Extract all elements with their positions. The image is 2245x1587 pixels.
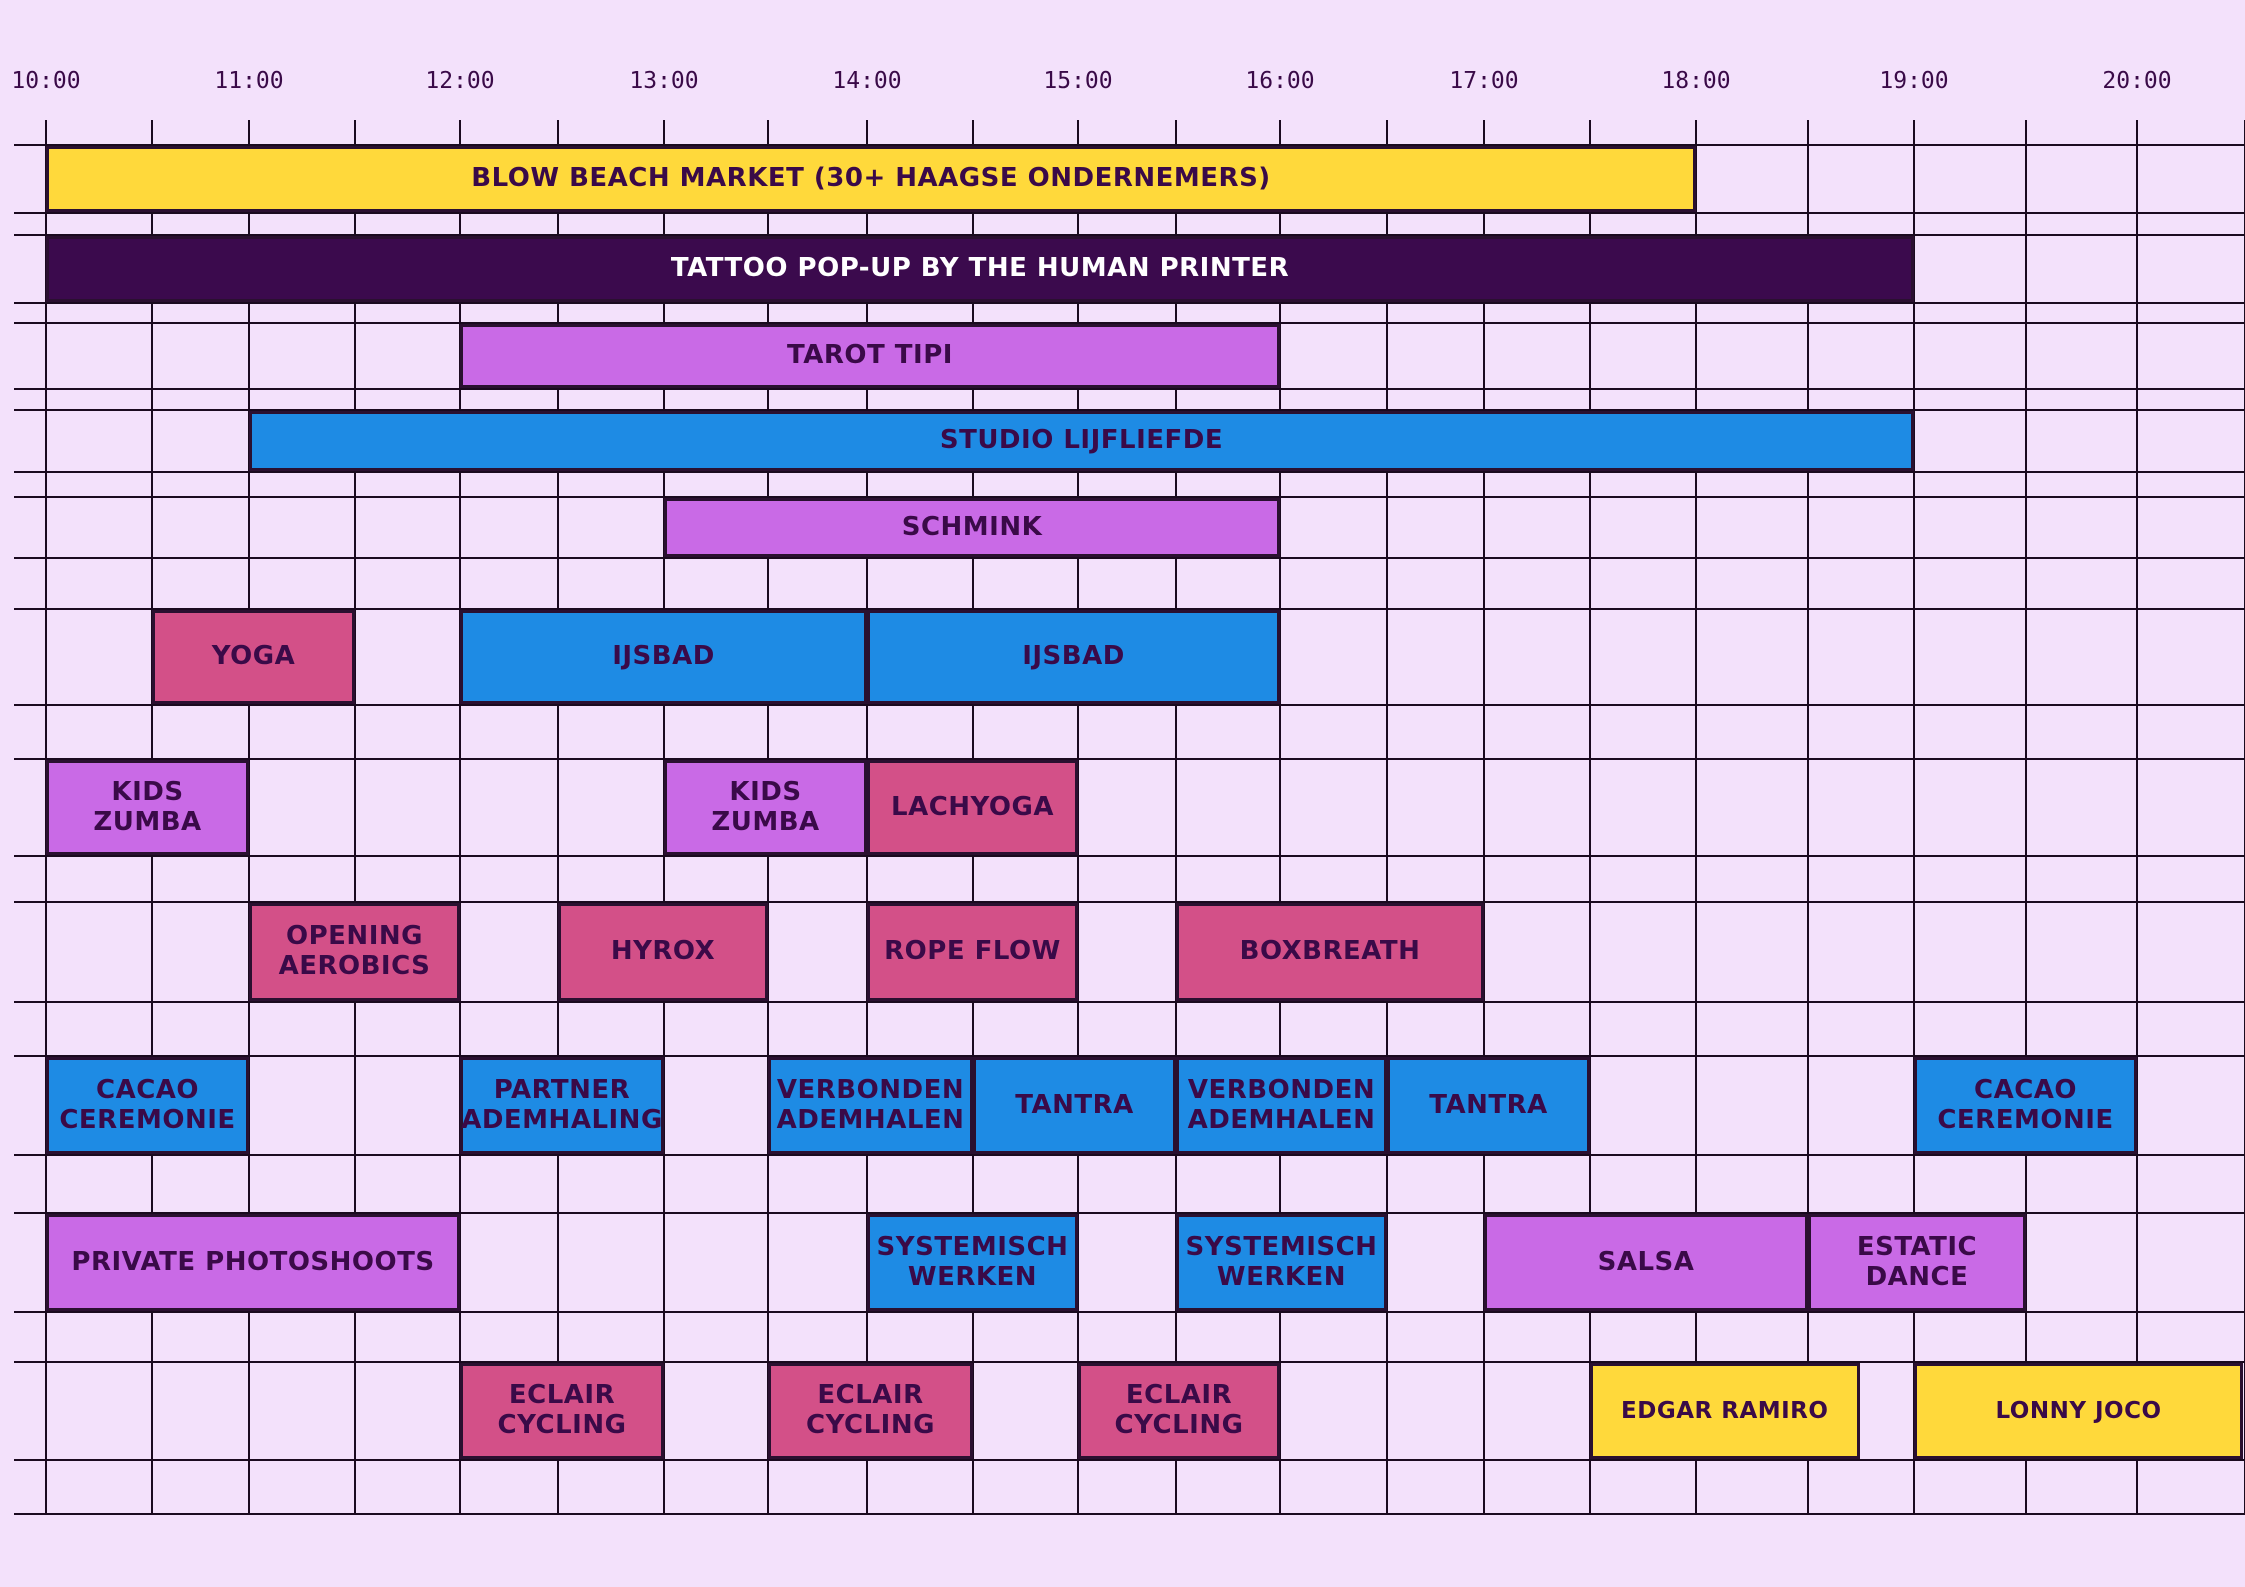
time-label: 13:00 xyxy=(629,68,699,94)
time-label: 11:00 xyxy=(214,68,284,94)
grid-horizontal-line xyxy=(14,302,2245,304)
time-label: 16:00 xyxy=(1245,68,1315,94)
event-block: ECLAIR CYCLING xyxy=(768,1363,973,1459)
time-label: 18:00 xyxy=(1661,68,1731,94)
event-block: ROPE FLOW xyxy=(867,903,1078,1001)
event-block: ECLAIR CYCLING xyxy=(1078,1363,1280,1459)
event-block: TAROT TIPI xyxy=(460,324,1280,388)
event-block: VERBONDEN ADEMHALEN xyxy=(1176,1057,1387,1154)
event-block: LONNY JOCO xyxy=(1914,1363,2243,1459)
event-block: TATTOO POP-UP BY THE HUMAN PRINTER xyxy=(46,236,1914,302)
event-block: SYSTEMISCH WERKEN xyxy=(867,1214,1078,1311)
time-label: 19:00 xyxy=(1879,68,1949,94)
event-block: CACAO CEREMONIE xyxy=(1914,1057,2137,1154)
event-block: KIDS ZUMBA xyxy=(46,760,249,855)
event-block: ESTATIC DANCE xyxy=(1808,1214,2026,1311)
event-block: KIDS ZUMBA xyxy=(664,760,867,855)
event-block: SCHMINK xyxy=(664,498,1280,557)
time-label: 14:00 xyxy=(832,68,902,94)
event-block: BLOW BEACH MARKET (30+ HAAGSE ONDERNEMERS) xyxy=(46,146,1696,212)
event-block: TANTRA xyxy=(1387,1057,1590,1154)
grid-vertical-line xyxy=(2136,120,2138,1515)
event-block: CACAO CEREMONIE xyxy=(46,1057,249,1154)
grid-horizontal-line xyxy=(14,388,2245,390)
grid-horizontal-line xyxy=(14,1001,2245,1003)
grid-horizontal-line xyxy=(14,758,2245,760)
grid-horizontal-line xyxy=(14,1459,2245,1461)
time-label: 15:00 xyxy=(1043,68,1113,94)
grid-horizontal-line xyxy=(14,1513,2245,1515)
event-block: VERBONDEN ADEMHALEN xyxy=(768,1057,973,1154)
grid-horizontal-line xyxy=(14,212,2245,214)
event-block: LACHYOGA xyxy=(867,760,1078,855)
event-block: SYSTEMISCH WERKEN xyxy=(1176,1214,1387,1311)
event-block: SALSA xyxy=(1484,1214,1808,1311)
event-block: TANTRA xyxy=(973,1057,1176,1154)
grid-horizontal-line xyxy=(14,1154,2245,1156)
event-block: PRIVATE PHOTOSHOOTS xyxy=(46,1214,460,1311)
time-label: 20:00 xyxy=(2102,68,2172,94)
grid-horizontal-line xyxy=(14,704,2245,706)
grid-horizontal-line xyxy=(14,855,2245,857)
grid-horizontal-line xyxy=(14,1311,2245,1313)
event-block: IJSBAD xyxy=(867,610,1280,704)
grid-horizontal-line xyxy=(14,471,2245,473)
event-block: STUDIO LIJFLIEFDE xyxy=(249,411,1914,471)
event-block: OPENING AEROBICS xyxy=(249,903,460,1001)
time-label: 17:00 xyxy=(1449,68,1519,94)
event-block: YOGA xyxy=(152,610,355,704)
time-label: 12:00 xyxy=(425,68,495,94)
event-block: PARTNER ADEMHALING xyxy=(460,1057,664,1154)
event-block: BOXBREATH xyxy=(1176,903,1484,1001)
grid-horizontal-line xyxy=(14,557,2245,559)
event-block: EDGAR RAMIRO xyxy=(1590,1363,1860,1459)
time-label: 10:00 xyxy=(11,68,81,94)
event-block: IJSBAD xyxy=(460,610,867,704)
event-block: HYROX xyxy=(558,903,768,1001)
event-block: ECLAIR CYCLING xyxy=(460,1363,664,1459)
